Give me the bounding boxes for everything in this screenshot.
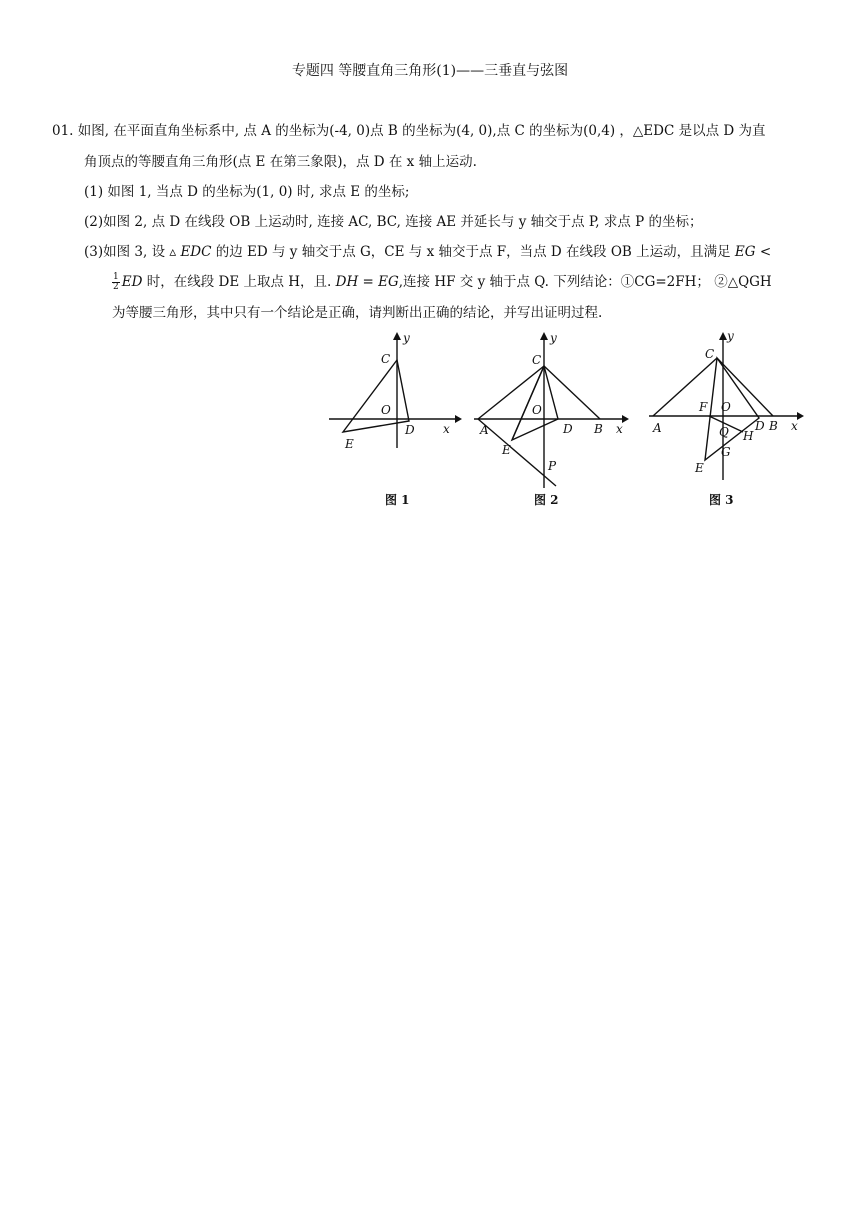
segment-ac: [653, 358, 717, 416]
triangle-edc-fig1: [343, 360, 409, 432]
y-axis-arrow: [540, 332, 548, 340]
part-3-text-a: (3)如图 3, 设 ▵: [84, 244, 181, 260]
caption-fig3: 图 3: [709, 493, 734, 507]
fraction-denominator: 2: [113, 282, 119, 292]
label-o: O: [381, 403, 391, 417]
label-q: Q: [719, 425, 729, 439]
eq-dh-eg: DH = EG: [335, 274, 399, 290]
label-x: x: [443, 422, 450, 436]
label-f: F: [699, 400, 708, 414]
label-c: C: [705, 347, 715, 361]
caption-fig2: 图 2: [534, 493, 559, 507]
triangle-edc: EDC: [180, 244, 212, 260]
part-2: (2)如图 2, 点 D 在线段 OB 上运动时, 连接 AC, BC, 连接 AE 并延长与 y 轴交于点 P, 求点 P 的坐标；: [84, 214, 703, 230]
question-line-1: 01. 如图, 在平面直角坐标系中, 点 A 的坐标为(-4, 0)点 B 的坐标为(4, 0),点 C 的坐标为(0,4) ，△EDC 是以点 D 为直: [52, 123, 766, 139]
segment-bc: [544, 366, 600, 419]
label-h: H: [743, 429, 754, 443]
part-3-text-b: 的边 ED 与 y 轴交于点 G，CE 与 x 轴交于点 F，当点 D 在线段 OB 上运动，且满足: [211, 244, 735, 260]
label-a: A: [653, 421, 662, 435]
label-y: y: [550, 331, 557, 345]
label-g: G: [721, 445, 731, 459]
label-d: D: [755, 419, 765, 433]
ineq-ed: ED: [121, 274, 143, 290]
figure-3: [645, 328, 810, 513]
label-d: D: [563, 422, 573, 436]
label-b: B: [594, 422, 603, 436]
label-b: B: [769, 419, 778, 433]
x-axis-arrow: [622, 415, 629, 423]
part-3-line-3: 为等腰三角形，其中只有一个结论是正确，请判断出正确的结论，并写出证明过程.: [112, 305, 603, 321]
label-c: C: [381, 352, 391, 366]
label-e: E: [502, 443, 511, 457]
label-o: O: [532, 403, 542, 417]
label-y: y: [727, 329, 734, 343]
ineq-eg: EG <: [734, 244, 772, 260]
fraction-half: [112, 273, 120, 292]
y-axis-arrow: [393, 332, 401, 340]
label-e: E: [345, 437, 354, 451]
question-line-2: 角顶点的等腰直角三角形(点 E 在第三象限)，点 D 在 x 轴上运动.: [84, 154, 477, 170]
label-p: P: [548, 459, 557, 473]
label-c: C: [532, 353, 542, 367]
label-o: O: [721, 400, 731, 414]
page-title: 专题四 等腰直角三角形(1)——三垂直与弦图: [291, 63, 569, 79]
part-3-line-1: [84, 242, 771, 262]
label-e: E: [695, 461, 704, 475]
figure-2: [470, 328, 630, 513]
label-x: x: [616, 422, 623, 436]
label-d: D: [405, 423, 415, 437]
figure-1: [325, 328, 465, 513]
part-3-text-d: ,连接 HF 交 y 轴于点 Q. 下列结论：①CG=2FH； ②△QGH: [398, 274, 772, 290]
x-axis-arrow: [455, 415, 462, 423]
x-axis-arrow: [797, 412, 804, 420]
label-x: x: [791, 419, 798, 433]
part-1: (1) 如图 1, 当点 D 的坐标为(1, 0) 时, 求点 E 的坐标;: [84, 184, 410, 200]
part-3-line-2: [112, 272, 772, 292]
part-3-text-c: 时，在线段 DE 上取点 H，且.: [142, 274, 336, 290]
y-axis-arrow: [719, 332, 727, 340]
fraction-numerator: 1: [113, 272, 119, 282]
caption-fig1: 图 1: [385, 493, 410, 507]
label-a: A: [480, 423, 489, 437]
label-y: y: [403, 331, 410, 345]
